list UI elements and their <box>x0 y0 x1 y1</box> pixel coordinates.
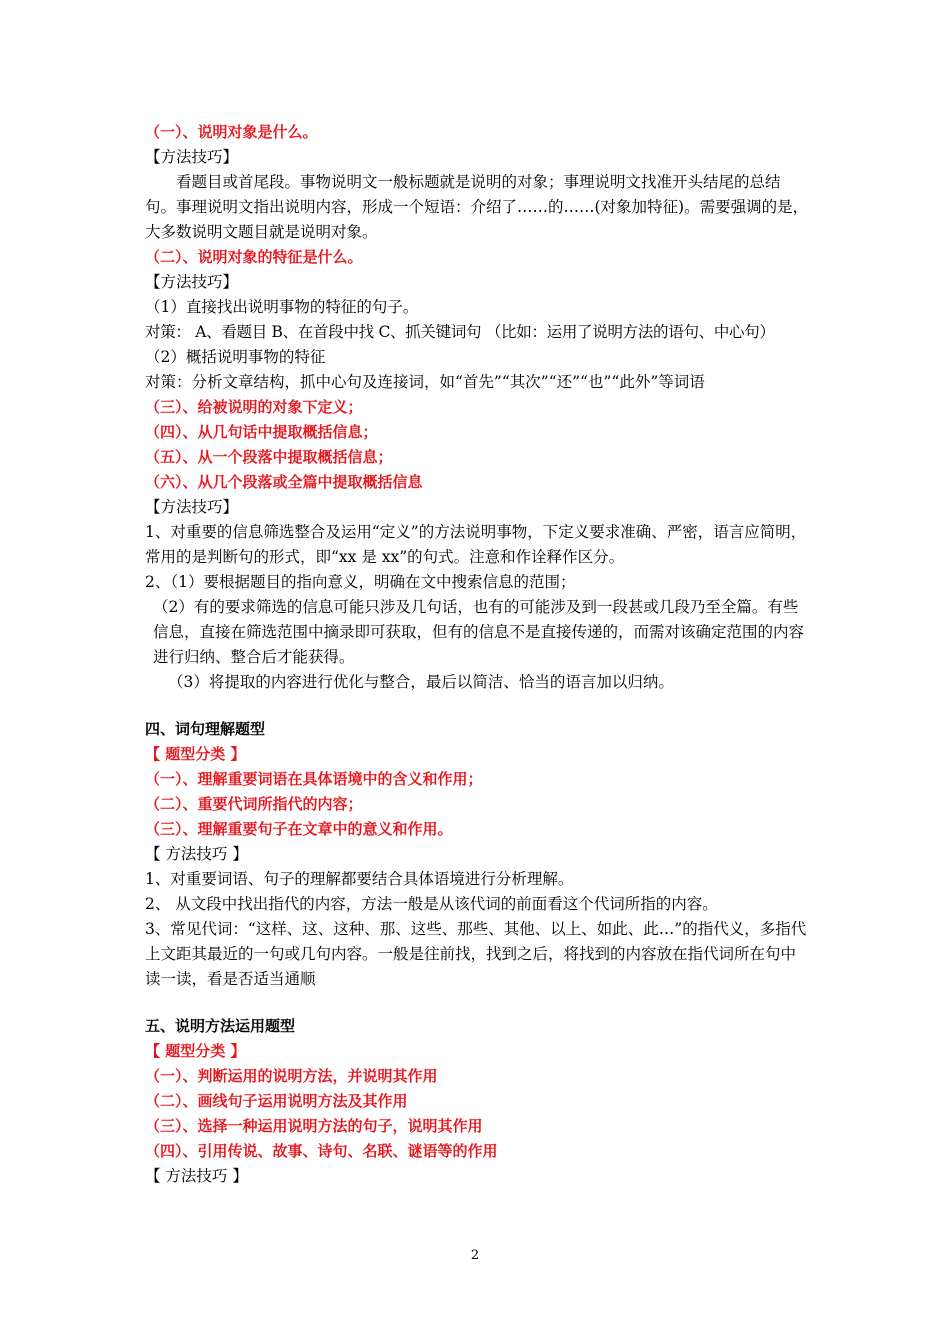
page-content <box>145 120 810 1189</box>
text-line: （1）直接找出说明事物的特征的句子。 <box>145 298 419 316</box>
heading-1-4: （四）、从几句话中提取概括信息； <box>145 423 378 441</box>
text-line: （2）概括说明事物的特征 <box>145 348 326 366</box>
heading-1-5: （五）、从一个段落中提取概括信息； <box>145 448 393 466</box>
section-title-5: 五、说明方法运用题型 <box>145 1017 296 1035</box>
page-number: 2 <box>470 1248 480 1263</box>
paragraph: （2）有的要求筛选的信息可能只涉及几句话，也有的可能涉及到一段甚或几段乃至全篇。有些信息，直接在筛选范围中摘录即可获取，但有的信息不是直接传递的，而需对该确定范围的内容进行归纳、整合后才能获得。 <box>153 598 805 666</box>
paragraph: 对策：分析文章结构，抓中心句及连接词，如“首先”“其次”“还”“也”“此外”等词语 <box>145 373 705 391</box>
method-tip-label: 【 方法技巧 】 <box>145 845 248 863</box>
category-item: （四）、引用传说、故事、诗句、名联、谜语等的作用 <box>145 1142 498 1160</box>
category-item: （三）、选择一种运用说明方法的句子，说明其作用 <box>145 1117 483 1135</box>
heading-1-3: （三）、给被说明的对象下定义； <box>145 398 363 416</box>
paragraph: 1、对重要的信息筛选整合及运用“定义”的方法说明事物，下定义要求准确、严密，语言应简明，常用的是判断句的形式，即“xx 是 xx”的句式。注意和作诠释作区分。 <box>145 523 807 566</box>
category-item: （二）、画线句子运用说明方法及其作用 <box>145 1092 408 1110</box>
text-line: （3）将提取的内容进行优化与整合，最后以简洁、恰当的语言加以归纳。 <box>168 673 674 691</box>
method-tip-label: 【方法技巧】 <box>145 273 239 291</box>
method-tip-label: 【方法技巧】 <box>145 498 239 516</box>
category-label: 【 题型分类 】 <box>145 745 246 763</box>
text-line: 1、对重要词语、句子的理解都要结合具体语境进行分析理解。 <box>145 870 574 888</box>
paragraph: 看题目或首尾段。事物说明文一般标题就是说明的对象；事理说明文找准开头结尾的总结句。事理说明文指出说明内容，形成一个短语：介绍了……的……(对象加特征)。需要强调的是，大多数说明文题目就是说明对象。 <box>145 173 809 241</box>
heading-1-1: （一）、说明对象是什么。 <box>145 123 318 141</box>
spacer <box>145 695 810 717</box>
category-item: （一）、理解重要词语在具体语境中的含义和作用； <box>145 770 483 788</box>
method-tip-label: 【方法技巧】 <box>145 148 239 166</box>
spacer <box>145 992 810 1014</box>
category-item: （二）、重要代词所指代的内容； <box>145 795 363 813</box>
text-line: 2、 从文段中找出指代的内容，方法一般是从该代词的前面看这个代词所指的内容。 <box>145 895 718 913</box>
method-tip-label: 【 方法技巧 】 <box>145 1167 248 1185</box>
category-item: （三）、理解重要句子在文章中的意义和作用。 <box>145 820 453 838</box>
heading-1-2: （二）、说明对象的特征是什么。 <box>145 248 363 266</box>
category-item: （一）、判断运用的说明方法，并说明其作用 <box>145 1067 438 1085</box>
paragraph: 3、常见代词：“这样、这、这种、那、这些、那些、其他、以上、如此、此…”的指代义，多指代上文距其最近的一句或几句内容。一般是往前找，找到之后，将找到的内容放在指代词所在句中读一读，看是否适当通顺 <box>145 920 807 988</box>
text-line: 2、（1）要根据题目的指向意义，明确在文中搜索信息的范围； <box>145 573 576 591</box>
text-line: 对策： A、看题目 B、在首段中找 C、抓关键词句 （比如：运用了说明方法的语句、中心句） <box>145 323 775 341</box>
section-title-4: 四、词句理解题型 <box>145 720 266 738</box>
category-label: 【 题型分类 】 <box>145 1042 246 1060</box>
heading-1-6: （六）、从几个段落或全篇中提取概括信息 <box>145 473 423 491</box>
